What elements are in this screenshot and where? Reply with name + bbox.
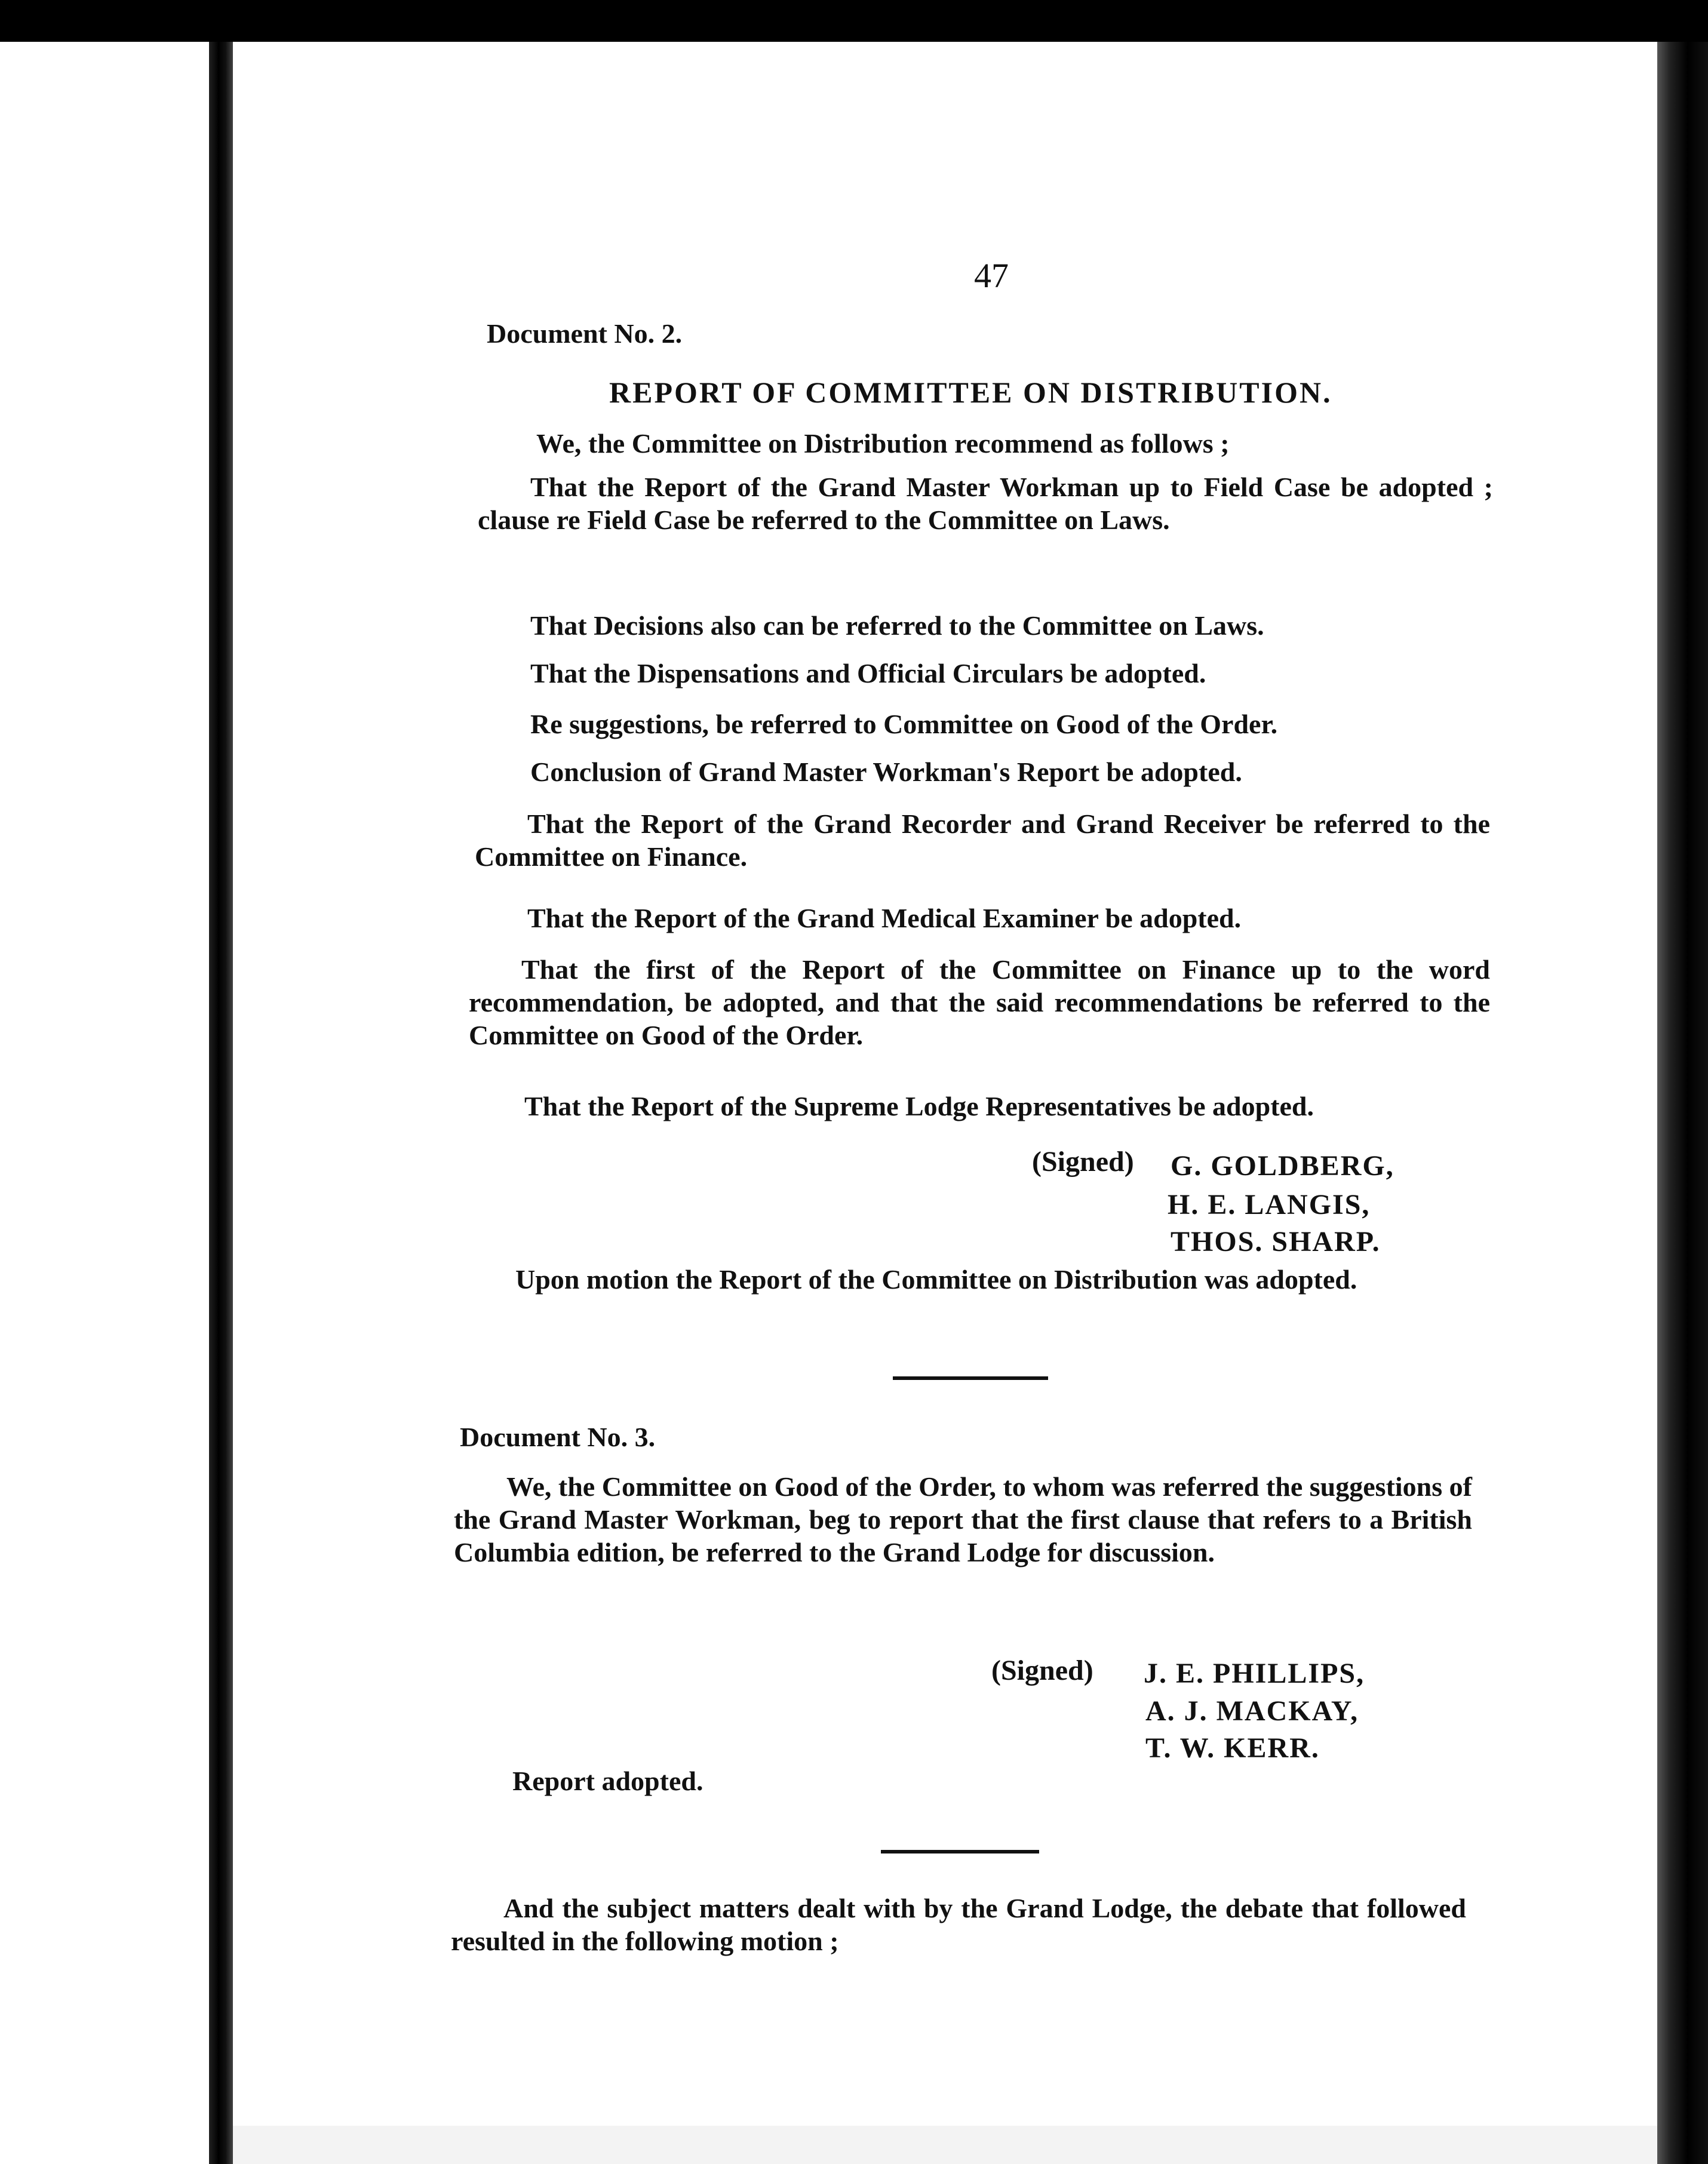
document-2-signer: G. GOLDBERG, <box>1171 1150 1394 1182</box>
document-2-signed-label: (Signed) <box>1032 1146 1134 1178</box>
section-divider <box>881 1850 1039 1853</box>
document-2-paragraph: That the Report of the Grand Master Workman up to Field Case be adopted ; clause re Field Case be referred to the Committee on Laws. <box>478 472 1493 535</box>
document-2-paragraph: Re suggestions, be referred to Committee on Good of the Order. <box>530 709 1278 739</box>
report-title: REPORT OF COMMITTEE ON DISTRIBUTION. <box>609 376 1332 409</box>
document-2-closing: Upon motion the Report of the Committee on Distribution was adopted. <box>515 1264 1357 1295</box>
document-2-paragraph: That the Report of the Grand Recorder and Grand Receiver be referred to the Committee on Finance. <box>475 809 1490 872</box>
document-2-paragraph: That the Report of the Supreme Lodge Representatives be adopted. <box>524 1091 1314 1121</box>
document-2-heading: Document No. 2. <box>487 318 683 349</box>
document-3-heading: Document No. 3. <box>460 1422 656 1452</box>
document-2-paragraph: Conclusion of Grand Master Workman's Report be adopted. <box>530 757 1242 787</box>
page-number: 47 <box>974 256 1009 295</box>
document-3-closing: Report adopted. <box>512 1766 704 1796</box>
scan-top-border <box>0 0 1708 42</box>
document-3-signer: J. E. PHILLIPS, <box>1144 1658 1365 1689</box>
final-paragraph: And the subject matters dealt with by the Grand Lodge, the debate that followed resulted in the following motion ; <box>451 1893 1466 1956</box>
book-gutter <box>209 42 233 2164</box>
document-2-intro: We, the Committee on Distribution recommend as follows ; <box>536 428 1230 459</box>
facing-page-margin <box>0 42 209 2164</box>
document-3-signer: T. W. KERR. <box>1145 1732 1320 1764</box>
section-divider <box>893 1376 1048 1380</box>
scan-bottom-margin <box>233 2126 1657 2164</box>
page-edge-right <box>1657 42 1708 2164</box>
document-3-body: We, the Committee on Good of the Order, to whom was referred the suggestions of the Grand Master Workman, beg to report that the first clause that refers to a British Columbia edition, be referred to the Grand Lodge for discussion. <box>454 1471 1472 1567</box>
document-2-paragraph: That Decisions also can be referred to the Committee on Laws. <box>530 610 1264 641</box>
document-2-signer: THOS. SHARP. <box>1171 1226 1381 1258</box>
document-2-paragraph: That the first of the Report of the Committee on Finance up to the word recommendation, be adopted, and that the said recommendations be referred to the Committee on Good of the Order. <box>469 954 1490 1050</box>
document-2-paragraph: That the Dispensations and Official Circulars be adopted. <box>530 658 1206 688</box>
document-3-signer: A. J. MACKAY, <box>1145 1695 1359 1727</box>
document-2-paragraph: That the Report of the Grand Medical Examiner be adopted. <box>527 903 1242 933</box>
document-3-signed-label: (Signed) <box>991 1655 1093 1686</box>
document-2-signer: H. E. LANGIS, <box>1168 1189 1371 1221</box>
